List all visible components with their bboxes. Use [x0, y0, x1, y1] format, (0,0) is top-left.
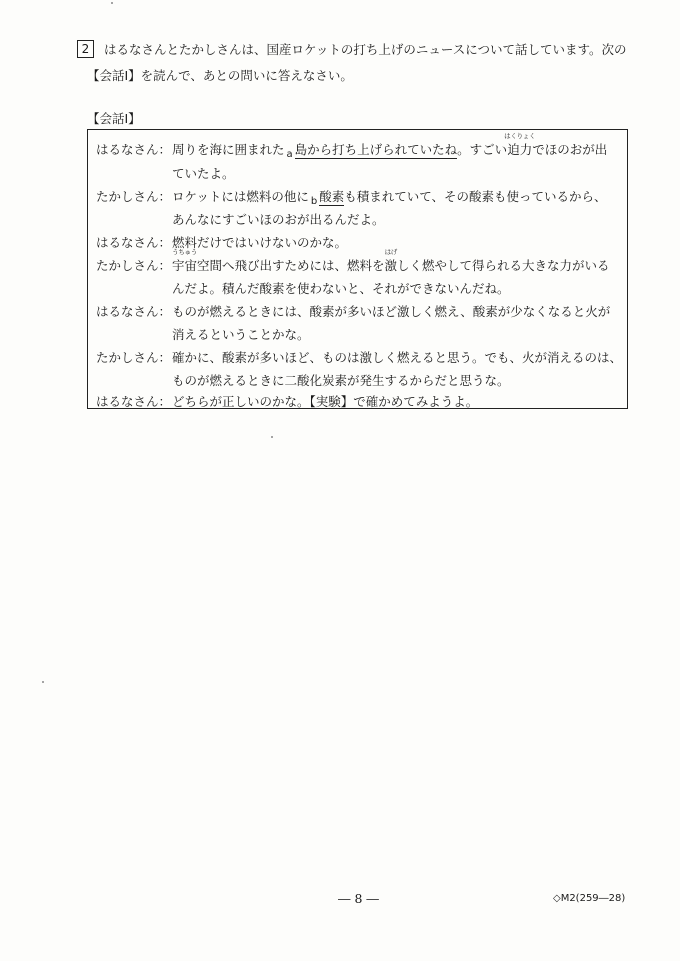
- dialogue-line-4-cont: んだよ。積んだ酸素を使わないと、それができないんだね。: [172, 281, 510, 296]
- dialogue-line-7: どちらが正しいのかな。【実験】で確かめてみようよ。: [172, 394, 479, 409]
- dialogue-line-3: 燃料だけではいけないのかな。: [172, 235, 348, 250]
- speaker-haruna: はるなさん：: [96, 142, 172, 157]
- underline-marker-b: b: [310, 196, 318, 207]
- speaker-takashi: たかしさん：: [96, 189, 172, 204]
- question-intro-line1: はるなさんとたかしさんは、国産ロケットの打ち上げのニュースについて話しています。次の: [104, 42, 627, 57]
- dialogue-line-2-cont: あんなにすごいほのおが出るんだよ。: [172, 212, 385, 227]
- question-number: 2: [77, 40, 94, 58]
- page-number: ― 8 ―: [338, 891, 379, 906]
- dialogue-line-6-cont: ものが燃えるときに二酸化炭素が発生するからだと思うな。: [172, 373, 510, 388]
- dialogue-line-5: ものが燃えるときには、酸素が多いほど激しく燃え、酸素が少なくなると火が: [172, 304, 611, 319]
- dialogue-line-6: 確かに、酸素が多いほど、ものは激しく燃えると思う。でも、火が消えるのは、: [172, 350, 623, 365]
- underlined-phrase-a: 島から打ち上げられていたね: [294, 142, 458, 157]
- question-intro-line2: 【会話Ⅰ】を読んで、あとの問いに答えなさい。: [87, 68, 353, 83]
- speaker-takashi: たかしさん：: [96, 258, 172, 273]
- speaker-haruna: はるなさん：: [96, 304, 172, 319]
- speaker-haruna: はるなさん：: [96, 394, 172, 409]
- dialogue-line-2: ロケットには燃料の他に $_b$ 酸素も積まれていて、その酸素も使っているから、: [172, 189, 607, 207]
- dialogue-line-1-cont: ていたよ。: [172, 166, 235, 181]
- ruby-uchuu: うちゅう 宇宙: [172, 248, 198, 273]
- dialogue-caption: 【会話Ⅰ】: [87, 111, 141, 126]
- ruby-hage: はげ 激: [384, 248, 398, 273]
- dialogue-line-5-cont: 消えるということかな。: [172, 327, 310, 342]
- dialogue-line-1: 周りを海に囲まれた $_a$ 島から打ち上げられていたね。すごい はくりょく 迫力でほのおが出: [172, 132, 608, 160]
- speaker-haruna: はるなさん：: [96, 235, 172, 250]
- dialogue-line-4: うちゅう 宇宙空間へ飛び出すためには、燃料を はげ 激しく燃やして得られる大きな力がいる: [172, 248, 610, 273]
- exam-code: ◇M2(259―28): [553, 893, 626, 904]
- underlined-phrase-b: 酸素: [319, 189, 345, 204]
- scan-speck: [42, 681, 44, 683]
- scan-speck: [271, 436, 273, 438]
- underline-marker-a: a: [286, 149, 293, 160]
- scan-speck: [111, 2, 113, 4]
- ruby-hakuryoku: はくりょく 迫力: [504, 132, 536, 157]
- speaker-takashi: たかしさん：: [96, 350, 172, 365]
